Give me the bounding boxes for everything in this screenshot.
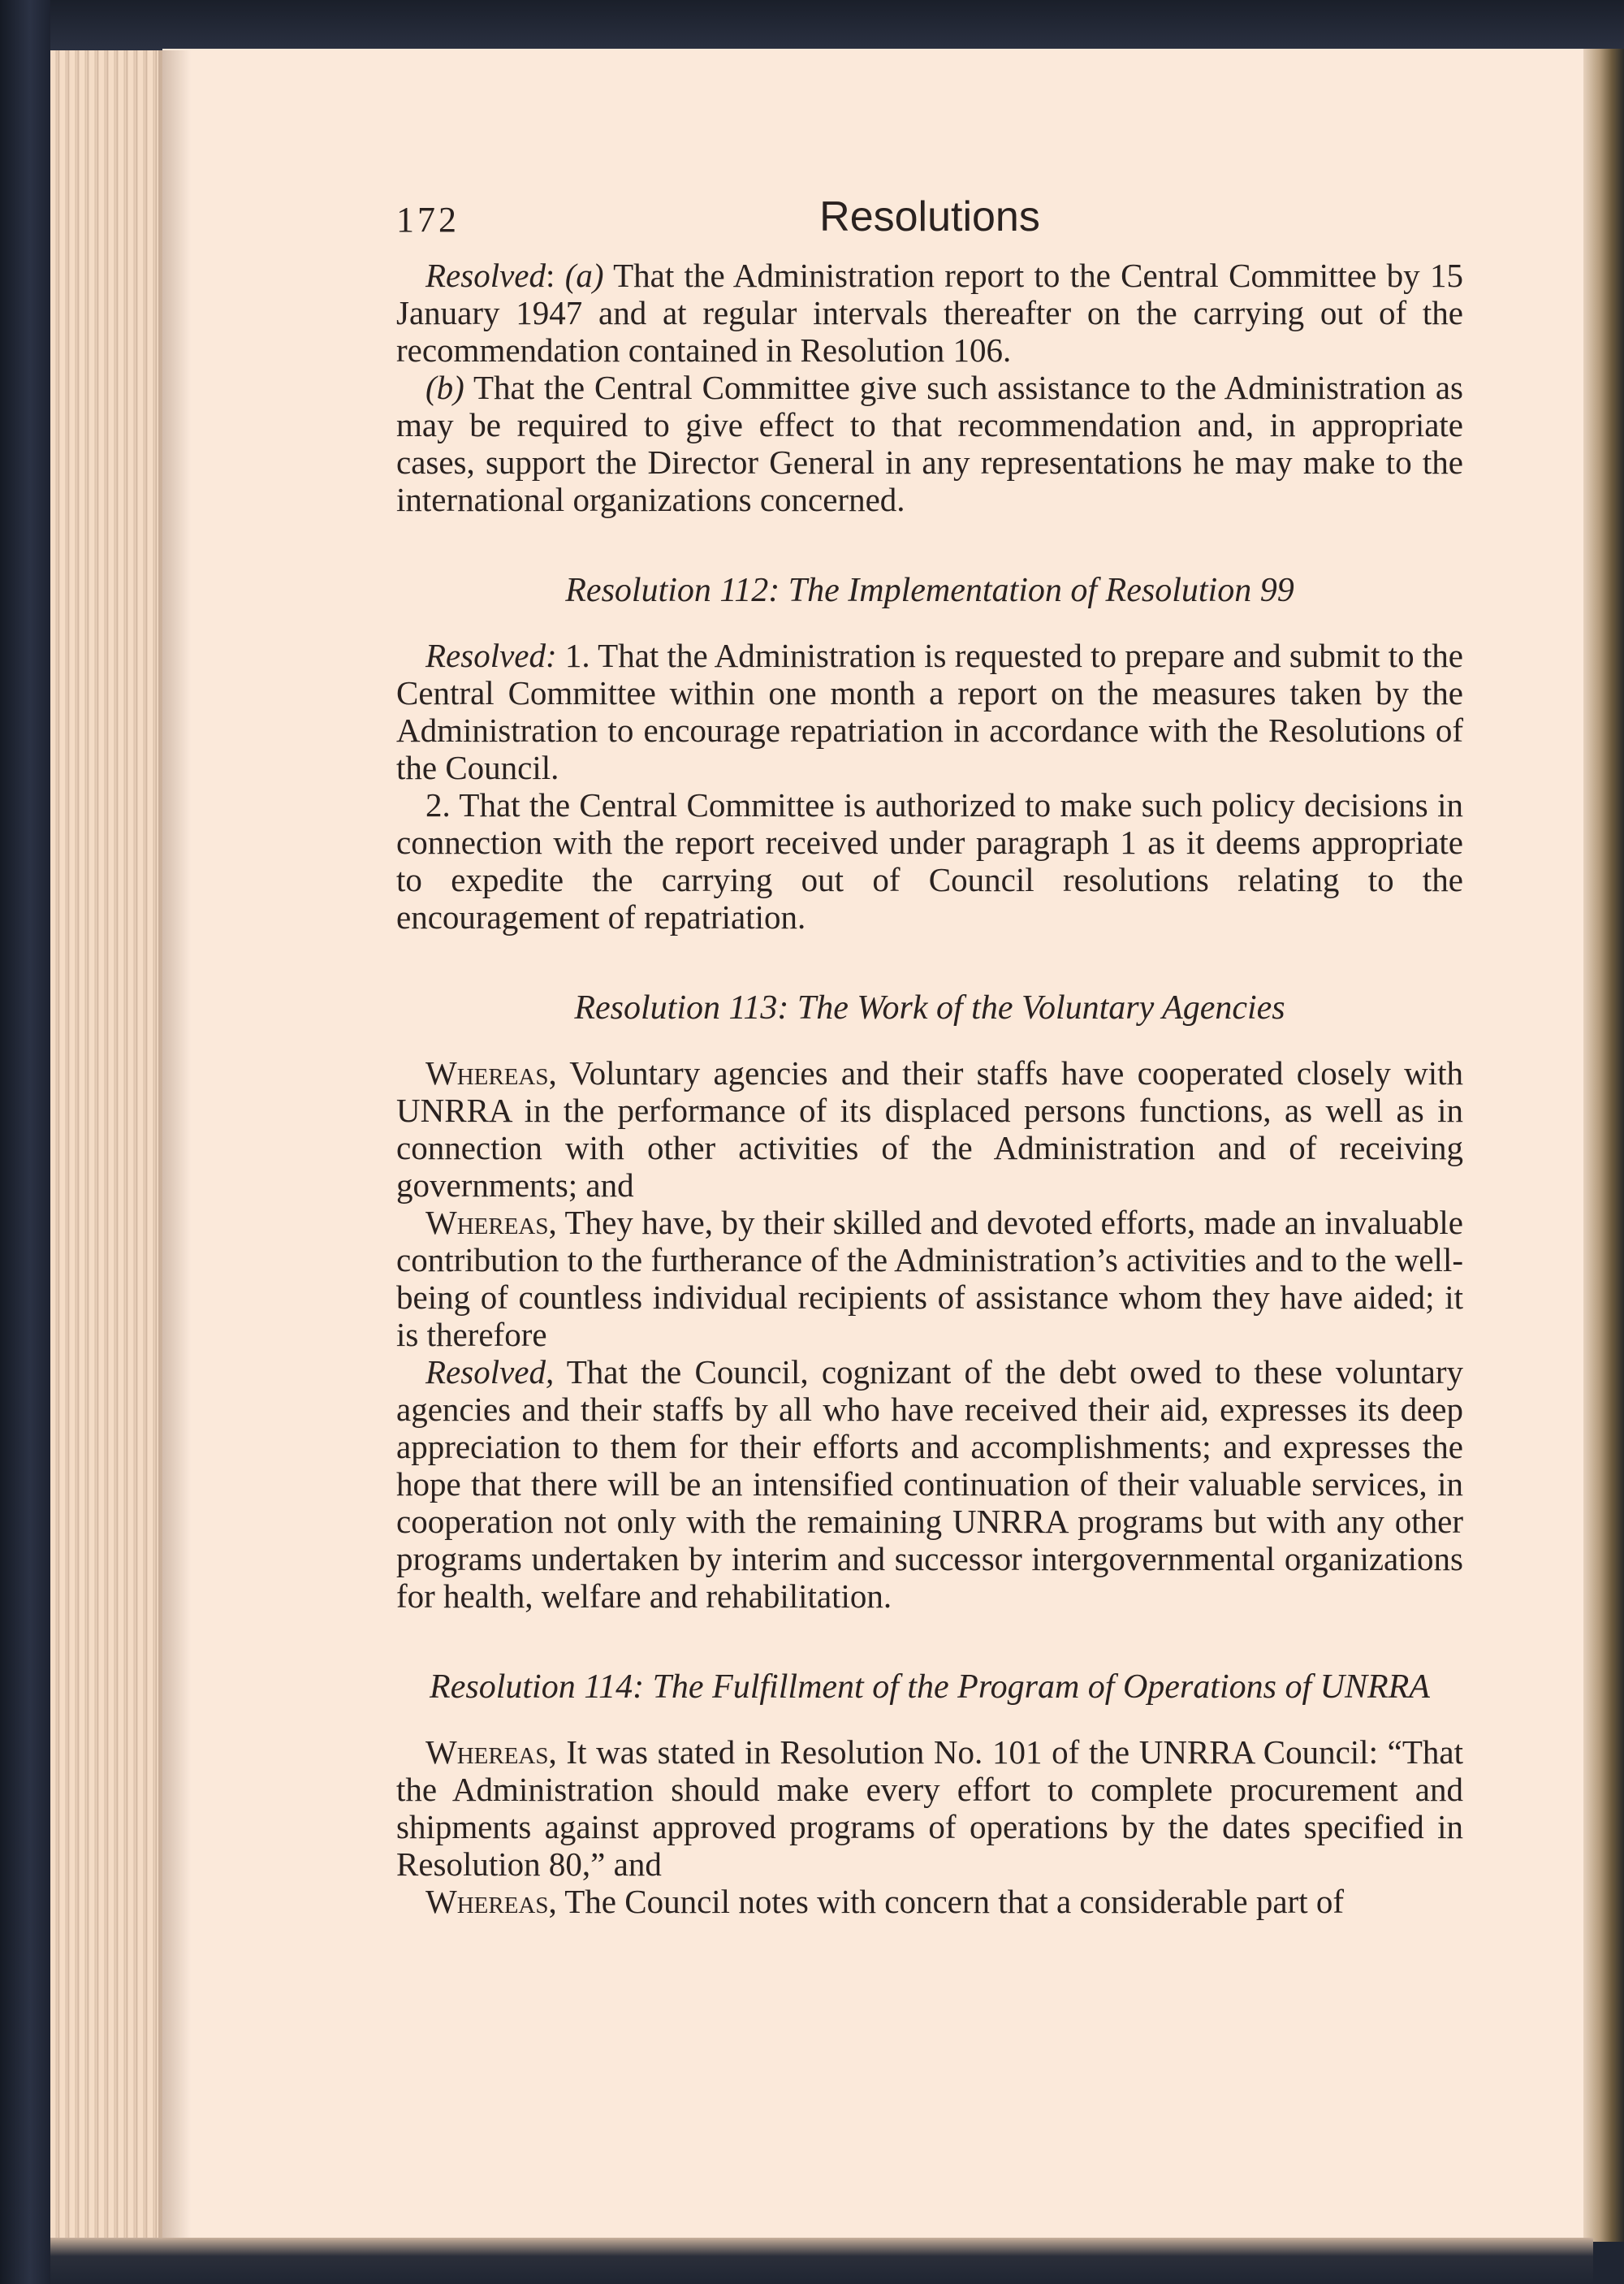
resolution-114-heading: Resolution 114: The Fulfillment of the Program of Operations of UNRRA (430, 1668, 1430, 1706)
paragraph-text: That the Council, cognizant of the debt owed to these voluntary agencies and their staffs by all who have received their aid, expresses its deep appreciation to them for their efforts and accomplishments; and expresses the hope that there will be an intensified continuation of their valuable services, in cooperation not only with the remaining UNRRA programs but with any other programs undertaken by interim and successor intergovernmental organizations for health, welfare and rehabilitation. (396, 1353, 1463, 1615)
resolution-113-heading: Resolution 113: The Work of the Voluntary Agencies (574, 989, 1285, 1027)
paragraph-text: That the Central Committee give such assistance to the Administration as may be required to give effect to that recommendation and, in appropriate cases, support the Director General in any representations he may make to the international organizations concerned. (396, 369, 1463, 518)
clause-marker-b: (b) (425, 369, 464, 406)
resolution-112-paragraph-1 (396, 637, 1463, 786)
gutter-shadow (158, 50, 191, 2243)
paragraph-text: The Council notes with concern that a considerable part of (556, 1883, 1344, 1920)
resolution-113-paragraph-3 (396, 1353, 1463, 1615)
paragraph-text: Voluntary agencies and their staffs have cooperated closely with UNRRA in the performance of its displaced persons functions, as well as in connection with other activities of the Administration and of receiving governments; and (396, 1054, 1463, 1204)
page-header (396, 195, 1463, 252)
whereas-lead: Whereas, (425, 1733, 557, 1771)
paragraph-text: They have, by their skilled and devoted efforts, made an invaluable contribution to the furtherance of the Administration’s activities and to the well-being of countless individual recipients of assistance whom they have aided; it is therefore (396, 1204, 1463, 1353)
paragraph-text: 1. That the Administration is requested to prepare and submit to the Central Committee within one month a report on the measures taken by the Administration to encourage repatriation in accordance with the Resolutions of the Council. (396, 637, 1463, 786)
running-title: Resolutions (819, 193, 1040, 240)
resolution-113-paragraph-1 (396, 1054, 1463, 1204)
book-cover-top (0, 0, 1624, 50)
resolved-lead: Resolved (425, 257, 546, 294)
resolution-113-paragraph-2 (396, 1204, 1463, 1353)
intro-paragraph-b (396, 369, 1463, 518)
book-cover-spine (0, 0, 50, 2284)
resolution-114-paragraph-1 (396, 1733, 1463, 1883)
page-stack-edges (50, 50, 166, 2243)
resolved-lead: Resolved: (425, 637, 557, 674)
page-content (396, 195, 1463, 1920)
resolved-lead: Resolved, (425, 1353, 555, 1391)
whereas-lead: Whereas, (425, 1883, 557, 1920)
intro-paragraph-a: Resolved: (a) That the Administration report to the Central Committee by 15 January 1947 and at regular intervals thereafter on the carrying out of the recommendation contained in Resolution 106. (396, 257, 1463, 369)
resolution-112-paragraph-2: 2. That the Central Committee is authorized to make such policy decisions in connection with the report received under paragraph 1 as it deems appropriate to expedite the carrying out of Council resolutions relating to the encouragement of repatriation. (396, 786, 1463, 936)
page-number: 172 (396, 200, 460, 240)
paragraph-text: That the Administration report to the Central Committee by 15 January 1947 and at regular intervals thereafter on the carrying out of the recommendation contained in Resolution 106. (396, 257, 1463, 369)
whereas-lead: Whereas, (425, 1054, 557, 1092)
resolution-112-heading: Resolution 112: The Implementation of Resolution 99 (565, 572, 1294, 609)
paragraph-text: It was stated in Resolution No. 101 of the UNRRA Council: “That the Administration should make every effort to complete procurement and shipments against approved programs of operations by the dates specified in Resolution 80,” and (396, 1733, 1463, 1883)
clause-marker-a: (a) (564, 257, 604, 294)
resolution-114-paragraph-2 (396, 1883, 1463, 1920)
whereas-lead: Whereas, (425, 1204, 557, 1241)
book-bottom-edge (50, 2238, 1593, 2284)
facing-page-edge (1583, 49, 1624, 2242)
